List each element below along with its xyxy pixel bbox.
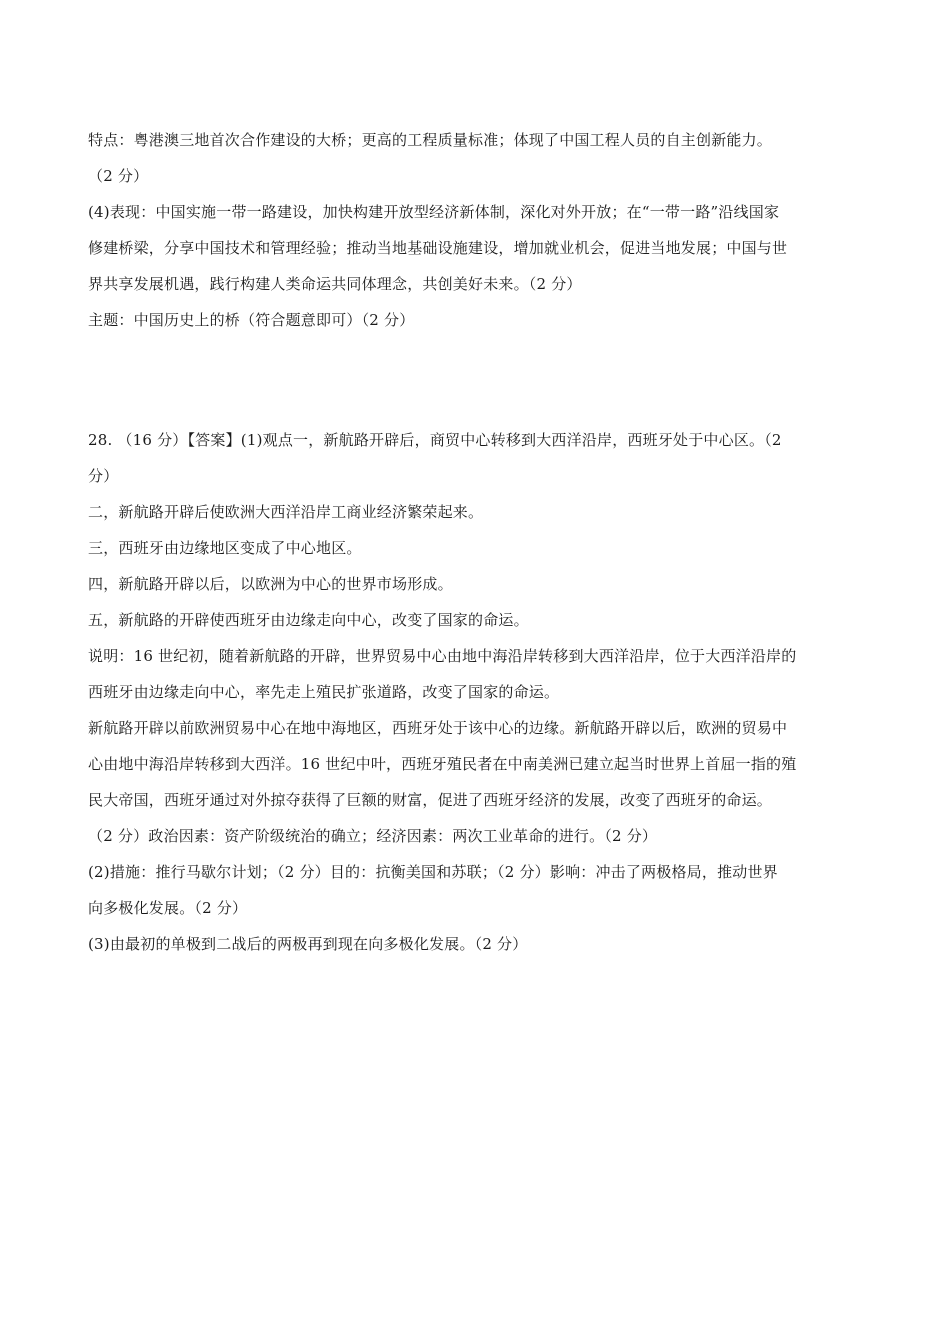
text-line: 三，西班牙由边缘地区变成了中心地区。 [88, 539, 362, 557]
text-line: 说明：16 世纪初，随着新航路的开辟，世界贸易中心由地中海沿岸转移到大西洋沿岸，位于大西洋沿岸的 [88, 647, 797, 665]
text-line: 分） [88, 467, 119, 485]
text-line: (2)措施：推行马歇尔计划；（2 分）目的：抗衡美国和苏联；（2 分）影响：冲击了两极格局，推动世界 [88, 863, 778, 881]
text-line: 西班牙由边缘走向中心，率先走上殖民扩张道路，改变了国家的命运。 [88, 683, 560, 701]
answer-document [88, 122, 864, 962]
text-line: 向多极化发展。（2 分） [88, 899, 248, 917]
text-line: 心由地中海沿岸转移到大西洋。16 世纪中叶，西班牙殖民者在中南美洲已建立起当时世界上首屈一指的殖 [88, 755, 797, 773]
text-line: 四，新航路开辟以后，以欧洲为中心的世界市场形成。 [88, 575, 453, 593]
text-line: （2 分）政治因素：资产阶级统治的确立；经济因素：两次工业革命的进行。（2 分） [88, 827, 658, 845]
text-line: 五，新航路的开辟使西班牙由边缘走向中心，改变了国家的命运。 [88, 611, 529, 629]
text-line: 特点：粤港澳三地首次合作建设的大桥；更高的工程质量标准；体现了中国工程人员的自主创新能力。 [88, 131, 773, 149]
question-header-line: 28. （16 分）【答案】(1)观点一，新航路开辟后，商贸中心转移到大西洋沿岸，西班牙处于中心区。（2 [88, 431, 782, 449]
section-q27-tail [88, 122, 864, 338]
text-line: 主题：中国历史上的桥（符合题意即可）（2 分） [88, 311, 415, 329]
text-line: 二，新航路开辟后使欧洲大西洋沿岸工商业经济繁荣起来。 [88, 503, 484, 521]
section-q28 [88, 422, 864, 962]
text-line: 修建桥梁，分享中国技术和管理经验；推动当地基础设施建设，增加就业机会，促进当地发展；中国与世 [88, 239, 788, 257]
text-line: (4)表现：中国实施一带一路建设，加快构建开放型经济新体制，深化对外开放；在“一带一路”沿线国家 [88, 203, 780, 221]
text-line: （2 分） [88, 167, 149, 185]
text-line: 界共享发展机遇，践行构建人类命运共同体理念，共创美好未来。（2 分） [88, 275, 582, 293]
text-line: 民大帝国，西班牙通过对外掠夺获得了巨额的财富，促进了西班牙经济的发展，改变了西班牙的命运。 [88, 791, 773, 809]
text-line: 新航路开辟以前欧洲贸易中心在地中海地区，西班牙处于该中心的边缘。新航路开辟以后，欧洲的贸易中 [88, 719, 788, 737]
section-gap [88, 338, 864, 422]
text-line: (3)由最初的单极到二战后的两极再到现在向多极化发展。（2 分） [88, 935, 528, 953]
